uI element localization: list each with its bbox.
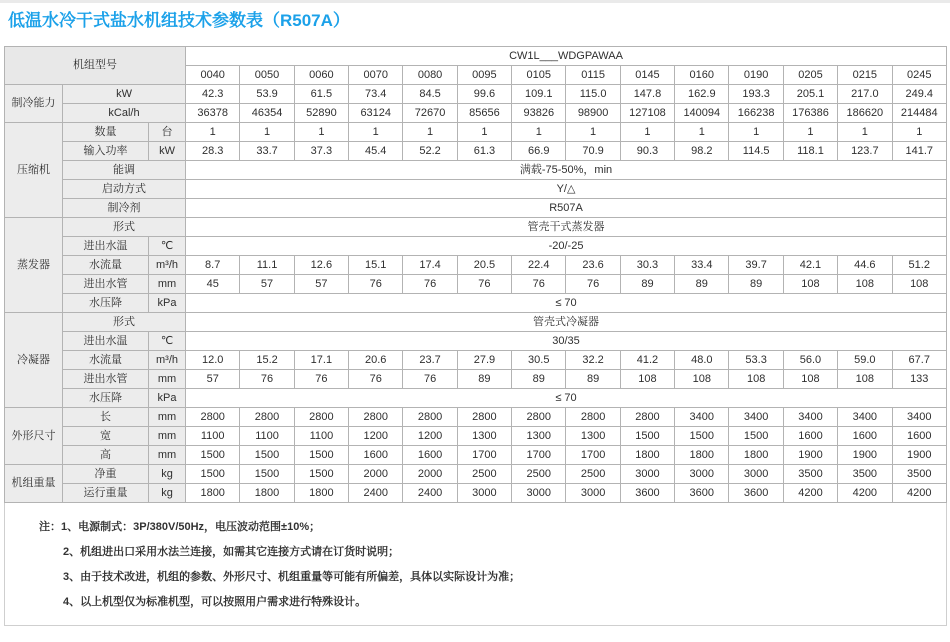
param-label-cell: 水压降 [63, 294, 149, 313]
table-row [5, 142, 947, 161]
data-cell: 1300 [512, 427, 566, 446]
data-cell: 63124 [349, 104, 403, 123]
data-cell: 2000 [349, 465, 403, 484]
data-cell: 76 [403, 275, 457, 294]
data-cell: 1 [566, 123, 620, 142]
param-label-cell: 水压降 [63, 389, 149, 408]
data-cell: 1600 [349, 446, 403, 465]
note-line: 2、机组进出口采用水法兰连接，如需其它连接方式请在订货时说明； [63, 546, 400, 558]
data-cell: 108 [838, 275, 892, 294]
data-cell: 3500 [892, 465, 947, 484]
data-cell: 3000 [620, 465, 674, 484]
data-cell: 76 [403, 370, 457, 389]
data-cell: 32.2 [566, 351, 620, 370]
data-cell: 51.2 [892, 256, 947, 275]
data-cell: 3400 [729, 408, 783, 427]
data-cell: 1100 [240, 427, 294, 446]
data-cell: 3000 [675, 465, 729, 484]
data-cell: 3600 [675, 484, 729, 503]
data-cell: 3000 [566, 484, 620, 503]
data-cell: 89 [675, 275, 729, 294]
data-cell: 108 [783, 370, 837, 389]
data-cell: 186620 [838, 104, 892, 123]
data-cell: 3400 [838, 408, 892, 427]
data-cell: 45.4 [349, 142, 403, 161]
table-row [5, 180, 947, 199]
data-cell: 48.0 [675, 351, 729, 370]
unit-cell: m³/h [149, 351, 186, 370]
data-cell: 1300 [566, 427, 620, 446]
data-cell: 1500 [294, 465, 348, 484]
data-cell: 3000 [457, 484, 511, 503]
param-label-cell: 能调 [63, 161, 186, 180]
data-cell: 2400 [403, 484, 457, 503]
data-cell: 1800 [675, 446, 729, 465]
data-cell: 2500 [457, 465, 511, 484]
table-row [5, 85, 947, 104]
table-row [5, 408, 947, 427]
merged-value-cell: ≤ 70 [186, 294, 947, 313]
data-cell: 1500 [186, 465, 240, 484]
table-row [5, 370, 947, 389]
param-label-cell: 高 [63, 446, 149, 465]
data-cell: 36378 [186, 104, 240, 123]
data-cell: 42.3 [186, 85, 240, 104]
data-cell: 45 [186, 275, 240, 294]
data-cell: 1 [240, 123, 294, 142]
table-row [5, 104, 947, 123]
data-cell: 1100 [294, 427, 348, 446]
data-cell: 1 [403, 123, 457, 142]
data-cell: 108 [620, 370, 674, 389]
data-cell: 67.7 [892, 351, 947, 370]
data-cell: 70.9 [566, 142, 620, 161]
data-cell: 3400 [892, 408, 947, 427]
data-cell: 2400 [349, 484, 403, 503]
data-cell: 1900 [783, 446, 837, 465]
param-label-cell: 宽 [63, 427, 149, 446]
data-cell: 114.5 [729, 142, 783, 161]
data-cell: 17.4 [403, 256, 457, 275]
data-cell: 1 [675, 123, 729, 142]
data-cell: 1900 [838, 446, 892, 465]
data-cell: 15.2 [240, 351, 294, 370]
data-cell: 141.7 [892, 142, 947, 161]
data-cell: 66.9 [512, 142, 566, 161]
data-cell: 56.0 [783, 351, 837, 370]
unit-cell: kW [149, 142, 186, 161]
unit-cell: mm [149, 427, 186, 446]
data-cell: 1500 [729, 427, 783, 446]
data-cell: 1800 [729, 446, 783, 465]
model-number-cell: 0080 [403, 66, 457, 85]
data-cell: 1700 [512, 446, 566, 465]
unit-cell: kPa [149, 294, 186, 313]
data-cell: 39.7 [729, 256, 783, 275]
data-cell: 1 [838, 123, 892, 142]
note-prefix: 注： [39, 521, 61, 533]
data-cell: 1 [186, 123, 240, 142]
data-cell: 1800 [240, 484, 294, 503]
table-row [5, 313, 947, 332]
data-cell: 1 [349, 123, 403, 142]
group-cell: 压缩机 [5, 123, 63, 218]
notes [4, 503, 947, 626]
param-label-cell: 启动方式 [63, 180, 186, 199]
data-cell: 98900 [566, 104, 620, 123]
table-row [5, 47, 947, 66]
data-cell: 76 [349, 370, 403, 389]
data-cell: 76 [566, 275, 620, 294]
data-cell: 30.3 [620, 256, 674, 275]
group-cell: 机组重量 [5, 465, 63, 503]
data-cell: 23.7 [403, 351, 457, 370]
data-cell: 3500 [838, 465, 892, 484]
data-cell: 76 [240, 370, 294, 389]
data-cell: 90.3 [620, 142, 674, 161]
table-row [5, 332, 947, 351]
unit-cell: mm [149, 370, 186, 389]
data-cell: 57 [240, 275, 294, 294]
data-cell: 1800 [294, 484, 348, 503]
param-label-cell: 制冷剂 [63, 199, 186, 218]
data-cell: 73.4 [349, 85, 403, 104]
top-divider [0, 0, 950, 3]
model-number-cell: 0095 [457, 66, 511, 85]
model-number-cell: 0050 [240, 66, 294, 85]
data-cell: 3400 [675, 408, 729, 427]
data-cell: 89 [457, 370, 511, 389]
data-cell: 140094 [675, 104, 729, 123]
data-cell: 109.1 [512, 85, 566, 104]
spec-table-body [5, 47, 947, 503]
data-cell: 27.9 [457, 351, 511, 370]
data-cell: 108 [838, 370, 892, 389]
model-number-cell: 0160 [675, 66, 729, 85]
merged-value-cell: 30/35 [186, 332, 947, 351]
data-cell: 57 [186, 370, 240, 389]
data-cell: 2800 [349, 408, 403, 427]
data-cell: 76 [294, 370, 348, 389]
table-row [5, 465, 947, 484]
data-cell: 2800 [403, 408, 457, 427]
data-cell: 2800 [186, 408, 240, 427]
data-cell: 3000 [512, 484, 566, 503]
data-cell: 4200 [838, 484, 892, 503]
model-number-cell: 0190 [729, 66, 783, 85]
param-label-cell: 形式 [63, 313, 186, 332]
data-cell: 2000 [403, 465, 457, 484]
table-row [5, 389, 947, 408]
data-cell: 46354 [240, 104, 294, 123]
unit-cell: kPa [149, 389, 186, 408]
merged-value-cell: -20/-25 [186, 237, 947, 256]
data-cell: 85656 [457, 104, 511, 123]
data-cell: 217.0 [838, 85, 892, 104]
model-number-cell: 0060 [294, 66, 348, 85]
model-number-cell: 0105 [512, 66, 566, 85]
data-cell: 4200 [892, 484, 947, 503]
data-cell: 61.3 [457, 142, 511, 161]
table-row [5, 218, 947, 237]
param-label-cell: 进出水温 [63, 332, 149, 351]
spec-table-wrapper [4, 46, 947, 626]
data-cell: 2800 [457, 408, 511, 427]
table-row [5, 446, 947, 465]
data-cell: 61.5 [294, 85, 348, 104]
data-cell: 33.7 [240, 142, 294, 161]
data-cell: 1600 [403, 446, 457, 465]
param-label-cell: 净重 [63, 465, 149, 484]
series-name-cell: CW1L___WDGPAWAA [186, 47, 947, 66]
data-cell: 22.4 [512, 256, 566, 275]
data-cell: 23.6 [566, 256, 620, 275]
data-cell: 2800 [566, 408, 620, 427]
unit-cell: ℃ [149, 332, 186, 351]
model-number-cell: 0070 [349, 66, 403, 85]
data-cell: 84.5 [403, 85, 457, 104]
data-cell: 12.6 [294, 256, 348, 275]
table-row [5, 484, 947, 503]
data-cell: 15.1 [349, 256, 403, 275]
data-cell: 1500 [675, 427, 729, 446]
data-cell: 89 [729, 275, 783, 294]
unit-cell: mm [149, 446, 186, 465]
param-label-cell: kCal/h [63, 104, 186, 123]
data-cell: 1500 [294, 446, 348, 465]
group-cell: 外形尺寸 [5, 408, 63, 465]
model-number-cell: 0145 [620, 66, 674, 85]
unit-cell: ℃ [149, 237, 186, 256]
table-row [5, 123, 947, 142]
data-cell: 76 [512, 275, 566, 294]
model-number-cell: 0245 [892, 66, 947, 85]
param-label-cell: 进出水管 [63, 275, 149, 294]
data-cell: 93826 [512, 104, 566, 123]
merged-value-cell: 满载-75-50%，min [186, 161, 947, 180]
data-cell: 53.3 [729, 351, 783, 370]
data-cell: 2800 [240, 408, 294, 427]
data-cell: 108 [729, 370, 783, 389]
data-cell: 89 [512, 370, 566, 389]
unit-cell: kg [149, 484, 186, 503]
param-label-cell: 长 [63, 408, 149, 427]
data-cell: 53.9 [240, 85, 294, 104]
data-cell: 42.1 [783, 256, 837, 275]
data-cell: 3600 [620, 484, 674, 503]
data-cell: 11.1 [240, 256, 294, 275]
data-cell: 89 [620, 275, 674, 294]
param-label-cell: 进出水管 [63, 370, 149, 389]
table-row [5, 256, 947, 275]
data-cell: 76 [349, 275, 403, 294]
data-cell: 8.7 [186, 256, 240, 275]
merged-value-cell: Y/△ [186, 180, 947, 199]
data-cell: 108 [675, 370, 729, 389]
merged-value-cell: R507A [186, 199, 947, 218]
data-cell: 44.6 [838, 256, 892, 275]
param-label-cell: kW [63, 85, 186, 104]
data-cell: 118.1 [783, 142, 837, 161]
note-line: 注：1、电源制式：3P/380V/50Hz，电压波动范围±10%； [39, 521, 321, 533]
data-cell: 17.1 [294, 351, 348, 370]
param-label-cell: 输入功率 [63, 142, 149, 161]
data-cell: 1500 [240, 446, 294, 465]
data-cell: 193.3 [729, 85, 783, 104]
data-cell: 99.6 [457, 85, 511, 104]
data-cell: 2800 [512, 408, 566, 427]
unit-cell: m³/h [149, 256, 186, 275]
data-cell: 1100 [186, 427, 240, 446]
data-cell: 176386 [783, 104, 837, 123]
data-cell: 2800 [294, 408, 348, 427]
model-label-cell: 机组型号 [5, 47, 186, 85]
data-cell: 1600 [838, 427, 892, 446]
spec-table [4, 46, 947, 503]
data-cell: 20.5 [457, 256, 511, 275]
table-row [5, 351, 947, 370]
note-line: 3、由于技术改进，机组的参数、外形尺寸、机组重量等可能有所偏差，具体以实际设计为准； [63, 571, 521, 583]
unit-cell: mm [149, 275, 186, 294]
data-cell: 1 [294, 123, 348, 142]
merged-value-cell: 管壳式冷凝器 [186, 313, 947, 332]
data-cell: 205.1 [783, 85, 837, 104]
merged-value-cell: ≤ 70 [186, 389, 947, 408]
data-cell: 166238 [729, 104, 783, 123]
data-cell: 76 [457, 275, 511, 294]
unit-cell: 台 [149, 123, 186, 142]
data-cell: 115.0 [566, 85, 620, 104]
data-cell: 1700 [566, 446, 620, 465]
data-cell: 1900 [892, 446, 947, 465]
unit-cell: mm [149, 408, 186, 427]
param-label-cell: 水流量 [63, 351, 149, 370]
data-cell: 52890 [294, 104, 348, 123]
data-cell: 1 [783, 123, 837, 142]
data-cell: 162.9 [675, 85, 729, 104]
data-cell: 1800 [186, 484, 240, 503]
data-cell: 1 [729, 123, 783, 142]
data-cell: 123.7 [838, 142, 892, 161]
data-cell: 30.5 [512, 351, 566, 370]
data-cell: 1200 [349, 427, 403, 446]
data-cell: 52.2 [403, 142, 457, 161]
data-cell: 72670 [403, 104, 457, 123]
data-cell: 108 [892, 275, 947, 294]
data-cell: 28.3 [186, 142, 240, 161]
merged-value-cell: 管壳干式蒸发器 [186, 218, 947, 237]
model-number-cell: 0205 [783, 66, 837, 85]
group-cell: 蒸发器 [5, 218, 63, 313]
data-cell: 98.2 [675, 142, 729, 161]
data-cell: 147.8 [620, 85, 674, 104]
data-cell: 2800 [620, 408, 674, 427]
param-label-cell: 水流量 [63, 256, 149, 275]
table-row [5, 199, 947, 218]
group-cell: 制冷能力 [5, 85, 63, 123]
data-cell: 3400 [783, 408, 837, 427]
data-cell: 1500 [620, 427, 674, 446]
table-row [5, 237, 947, 256]
data-cell: 1500 [240, 465, 294, 484]
unit-cell: kg [149, 465, 186, 484]
data-cell: 1 [512, 123, 566, 142]
data-cell: 12.0 [186, 351, 240, 370]
param-label-cell: 运行重量 [63, 484, 149, 503]
data-cell: 4200 [783, 484, 837, 503]
data-cell: 1200 [403, 427, 457, 446]
param-label-cell: 进出水温 [63, 237, 149, 256]
note-line: 4、以上机型仅为标准机型，可以按照用户需求进行特殊设计。 [63, 596, 367, 608]
data-cell: 33.4 [675, 256, 729, 275]
table-row [5, 275, 947, 294]
data-cell: 1500 [186, 446, 240, 465]
page-title: 低温水冷干式盐水机组技术参数表（R507A） [8, 11, 350, 30]
data-cell: 59.0 [838, 351, 892, 370]
table-row [5, 294, 947, 313]
data-cell: 1 [892, 123, 947, 142]
data-cell: 1600 [783, 427, 837, 446]
data-cell: 3600 [729, 484, 783, 503]
data-cell: 1800 [620, 446, 674, 465]
data-cell: 1 [457, 123, 511, 142]
data-cell: 1 [620, 123, 674, 142]
data-cell: 127108 [620, 104, 674, 123]
table-row [5, 161, 947, 180]
data-cell: 37.3 [294, 142, 348, 161]
data-cell: 249.4 [892, 85, 947, 104]
data-cell: 89 [566, 370, 620, 389]
data-cell: 108 [783, 275, 837, 294]
model-number-cell: 0115 [566, 66, 620, 85]
data-cell: 1600 [892, 427, 947, 446]
data-cell: 3000 [729, 465, 783, 484]
table-row [5, 427, 947, 446]
param-label-cell: 形式 [63, 218, 186, 237]
data-cell: 3500 [783, 465, 837, 484]
data-cell: 133 [892, 370, 947, 389]
model-number-cell: 0040 [186, 66, 240, 85]
data-cell: 2500 [512, 465, 566, 484]
data-cell: 214484 [892, 104, 947, 123]
data-cell: 1700 [457, 446, 511, 465]
model-number-cell: 0215 [838, 66, 892, 85]
group-cell: 冷凝器 [5, 313, 63, 408]
param-label-cell: 数量 [63, 123, 149, 142]
data-cell: 2500 [566, 465, 620, 484]
data-cell: 20.6 [349, 351, 403, 370]
data-cell: 1300 [457, 427, 511, 446]
data-cell: 41.2 [620, 351, 674, 370]
data-cell: 57 [294, 275, 348, 294]
